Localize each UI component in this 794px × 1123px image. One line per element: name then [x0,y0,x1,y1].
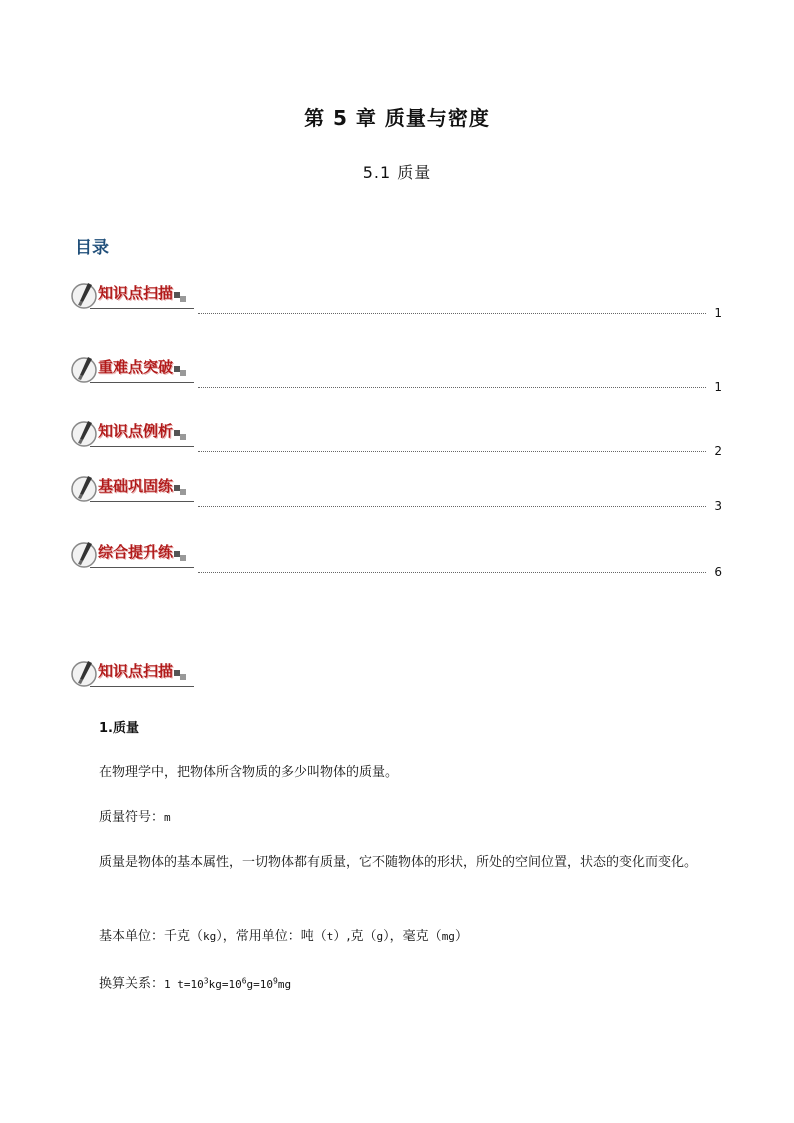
badge-decoration [180,434,186,440]
badge-underline [90,382,194,383]
toc-item-knowledge-scan[interactable] [70,278,722,318]
section-heading: 1.质量 [99,721,139,736]
badge-decoration [180,489,186,495]
toc-item-label: 综合提升练 [98,543,174,561]
property-paragraph: 质量是物体的基本属性，一切物体都有质量，它不随物体的形状，所处的空间位置，状态的变化而变化。 [99,855,698,870]
symbol-label: 质量符号： [99,810,165,825]
toc-badge [70,471,196,507]
toc-item-basic-practice[interactable] [70,471,722,511]
toc-page-number: 1 [714,306,722,320]
brush-icon [70,473,100,503]
badge-underline [90,567,194,568]
brush-icon [70,418,100,448]
badge-decoration [180,370,186,376]
formula-part: 1 t=10 [164,977,204,991]
toc-leader [198,572,706,573]
toc-item-label: 知识点例析 [98,422,174,440]
toc-item-key-points[interactable] [70,352,722,392]
unit-g: g [376,930,384,943]
toc-badge [70,278,196,314]
toc-page-number: 6 [714,565,722,579]
section-badge [70,656,196,692]
units-text: 基本单位：千克（ [99,929,204,944]
units-text: ） [454,929,468,944]
formula-exponent: 3 [203,976,209,985]
chapter-title: 第 5 章 质量与密度 [304,106,490,130]
badge-underline [90,446,194,447]
formula-exponent: 9 [273,976,278,985]
brush-icon [70,658,100,688]
toc-leader [198,506,706,507]
conversion-label: 换算关系： [99,976,165,992]
brush-icon [70,280,100,310]
toc-heading: 目录 [75,238,109,258]
toc-leader [198,387,706,388]
badge-underline [90,501,194,502]
formula-part: mg [277,977,292,991]
toc-badge [70,537,196,573]
formula-part: g=10 [246,977,274,991]
badge-decoration [180,555,186,561]
toc-badge [70,352,196,388]
section-title: 5.1 质量 [362,163,432,182]
toc-page-number: 3 [714,499,722,513]
formula-exponent: 6 [241,976,247,985]
section-badge-label: 知识点扫描 [98,662,174,680]
toc-leader [198,313,706,314]
toc-item-comprehensive-practice[interactable] [70,537,722,577]
toc-item-label: 基础巩固练 [98,477,174,495]
conversion-formula [164,978,291,991]
symbol-value: m [164,811,171,824]
toc-page-number: 2 [714,444,722,458]
brush-icon [70,354,100,384]
badge-decoration [180,674,186,680]
unit-kg: kg [203,930,217,943]
symbol-paragraph [99,805,724,831]
toc-page-number: 1 [714,380,722,394]
conversion-paragraph [99,968,724,998]
toc-item-examples[interactable] [70,416,722,456]
units-text: ），常用单位：吨（ [216,929,327,944]
unit-mg: mg [441,930,455,943]
toc-badge [70,416,196,452]
brush-icon [70,539,100,569]
toc-leader [198,451,706,452]
badge-underline [90,686,194,687]
toc-item-label: 知识点扫描 [98,284,174,302]
units-paragraph [99,924,724,950]
badge-decoration [180,296,186,302]
definition-paragraph: 在物理学中，把物体所含物质的多少叫物体的质量。 [99,765,399,780]
unit-t: t [326,930,334,943]
formula-part: kg=10 [208,977,242,991]
badge-underline [90,308,194,309]
units-text: ），毫克（ [383,929,442,944]
toc-item-label: 重难点突破 [98,358,174,376]
units-text: ）,克（ [333,929,377,944]
